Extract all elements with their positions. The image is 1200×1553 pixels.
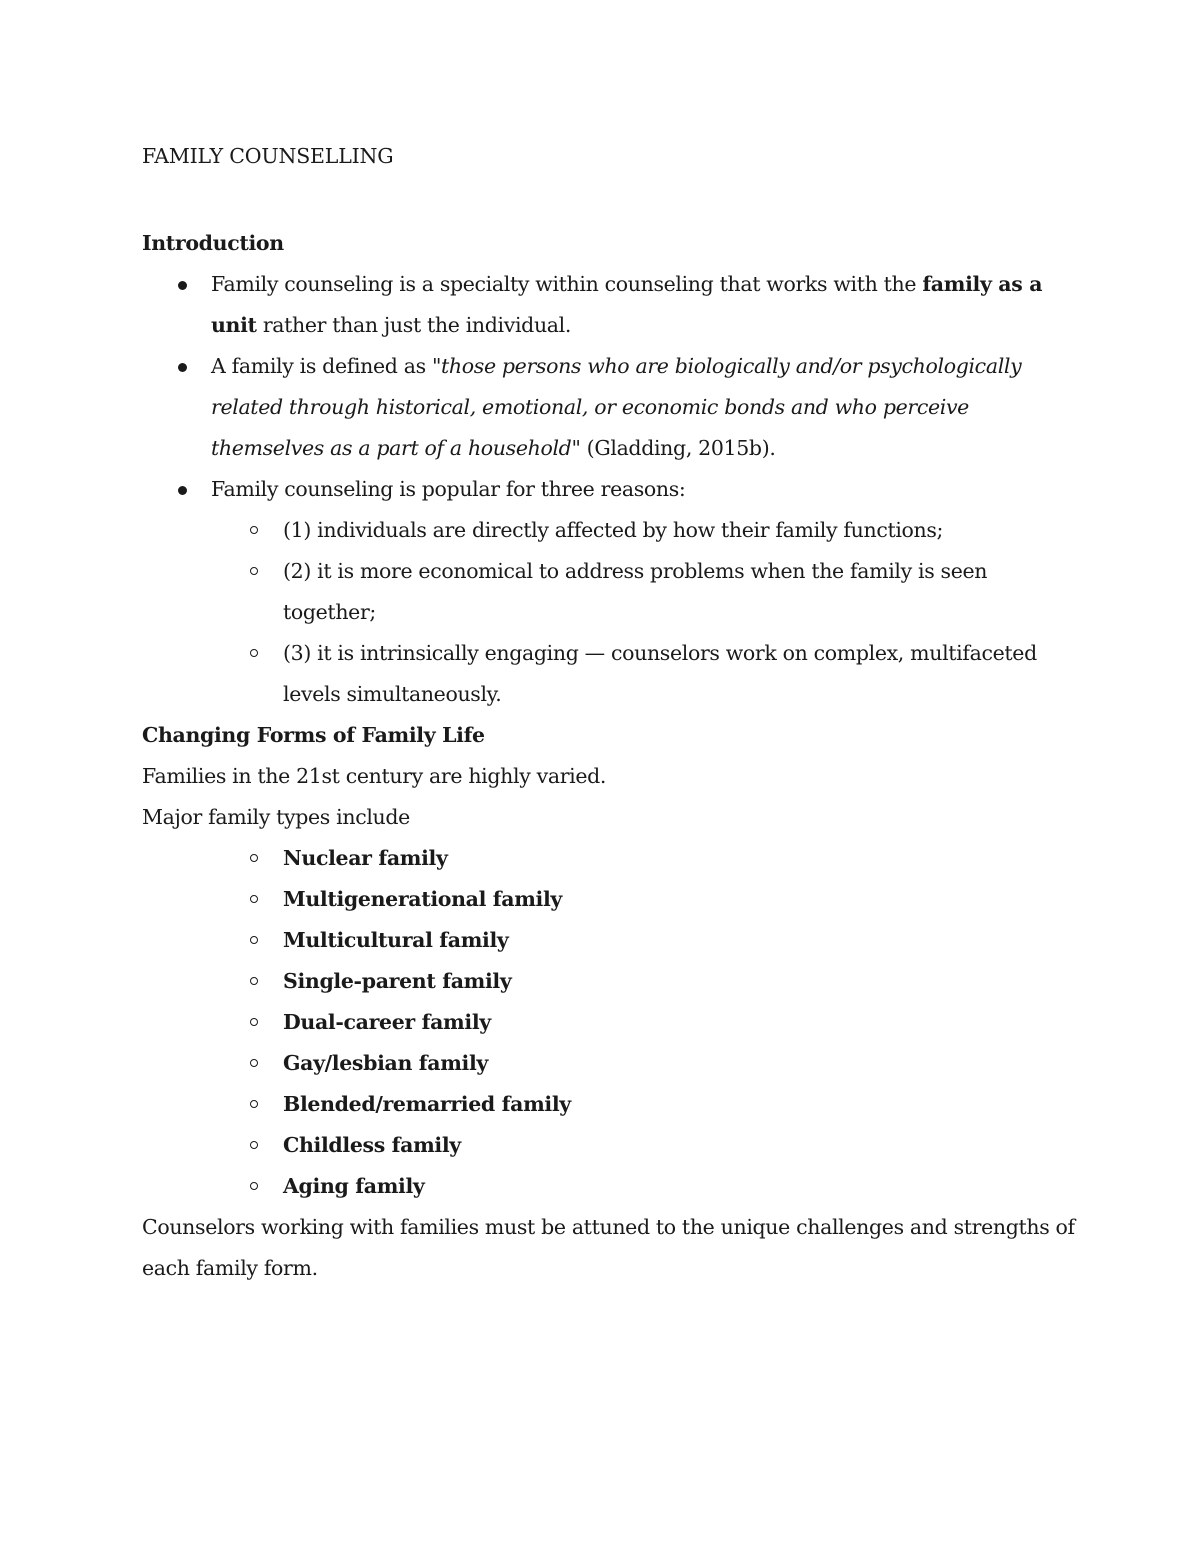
family-type-item	[283, 1043, 1082, 1084]
document-title: FAMILY COUNSELLING	[142, 144, 394, 168]
bullet-1-text-before: Family counseling is a specialty within counseling that works with the	[211, 272, 923, 296]
family-type-label: Blended/remarried family	[283, 1092, 571, 1116]
family-type-item	[283, 920, 1082, 961]
reason-text: (2) it is more economical to address problems when the family is seen together;	[283, 559, 988, 624]
reasons-list	[211, 510, 1082, 715]
family-types-list	[142, 838, 1082, 1207]
family-type-item	[283, 1166, 1082, 1207]
family-type-label: Dual-career family	[283, 1010, 491, 1034]
changing-forms-line-1: Families in the 21st century are highly varied.	[142, 764, 607, 788]
circle-bullet-icon	[250, 977, 258, 985]
family-type-item	[283, 879, 1082, 920]
bullet-2-text-before: A family is defined as "	[211, 354, 442, 378]
circle-bullet-icon	[250, 854, 258, 862]
family-type-label: Gay/lesbian family	[283, 1051, 488, 1075]
circle-bullet-icon	[250, 1018, 258, 1026]
introduction-heading: Introduction	[142, 231, 284, 255]
family-type-label: Multicultural family	[283, 928, 509, 952]
reason-item	[283, 551, 1082, 633]
circle-bullet-icon	[250, 1100, 258, 1108]
bullet-dot-icon	[178, 486, 187, 495]
reason-text: (1) individuals are directly affected by how their family functions;	[283, 518, 944, 542]
reason-item	[283, 633, 1082, 715]
family-type-item	[283, 838, 1082, 879]
circle-bullet-icon	[250, 936, 258, 944]
circle-bullet-icon	[250, 1059, 258, 1067]
circle-bullet-icon	[250, 649, 258, 657]
bullet-1-bold-text: family as a unit	[211, 272, 1043, 337]
document-body	[142, 223, 1082, 1289]
bullet-3-text: Family counseling is popular for three reasons:	[211, 477, 686, 501]
bullet-1-text-after: rather than just the individual.	[256, 313, 572, 337]
introduction-bullet-1	[211, 264, 1082, 346]
bullet-2-definition-quote: those persons who are biologically and/or psychologically related through historical, emotional, or economic bonds and who perceive themselves as a part of a household	[211, 354, 1022, 460]
bullet-dot-icon	[178, 281, 187, 290]
circle-bullet-icon	[250, 895, 258, 903]
bullet-dot-icon	[178, 363, 187, 372]
introduction-bullet-2	[211, 346, 1082, 469]
circle-bullet-icon	[250, 567, 258, 575]
introduction-bullet-list	[142, 264, 1082, 715]
family-type-label: Multigenerational family	[283, 887, 562, 911]
bullet-2-citation: " (Gladding, 2015b).	[571, 436, 776, 460]
family-type-label: Single-parent family	[283, 969, 512, 993]
family-type-item	[283, 1084, 1082, 1125]
family-type-label: Aging family	[283, 1174, 425, 1198]
reason-item	[283, 510, 1082, 551]
circle-bullet-icon	[250, 526, 258, 534]
closing-paragraph: Counselors working with families must be attuned to the unique challenges and strengths of each family form.	[142, 1215, 1075, 1280]
reason-text: (3) it is intrinsically engaging — counselors work on complex, multifaceted levels simultaneously.	[283, 641, 1037, 706]
circle-bullet-icon	[250, 1182, 258, 1190]
family-type-label: Nuclear family	[283, 846, 448, 870]
changing-forms-line-2: Major family types include	[142, 805, 410, 829]
introduction-bullet-3	[211, 469, 1082, 715]
changing-forms-heading: Changing Forms of Family Life	[142, 723, 485, 747]
family-type-item	[283, 1125, 1082, 1166]
family-type-item	[283, 961, 1082, 1002]
circle-bullet-icon	[250, 1141, 258, 1149]
family-type-item	[283, 1002, 1082, 1043]
family-type-label: Childless family	[283, 1133, 461, 1157]
